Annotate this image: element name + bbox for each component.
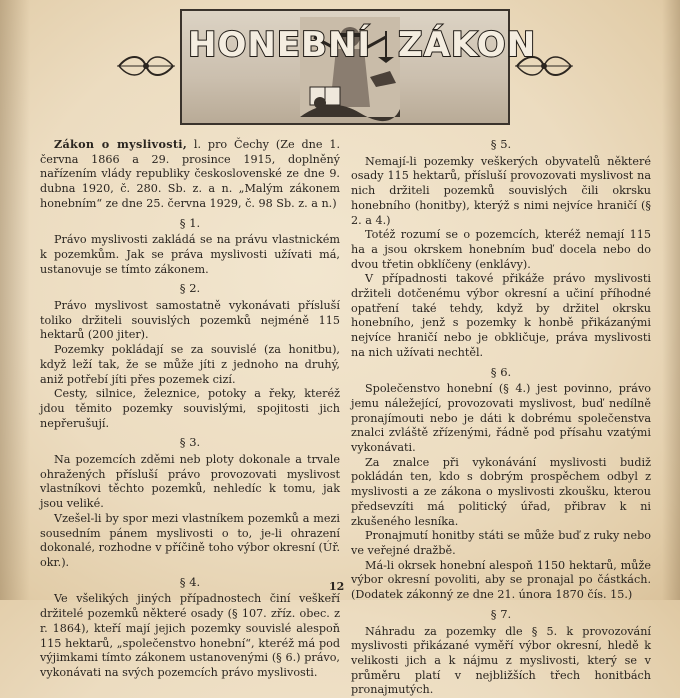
section-heading: § 4. <box>40 575 340 590</box>
section-paragraph: Pronajmutí honitby státi se může buď z ruky nebo ve veřejné dražbě. <box>351 529 651 558</box>
section-paragraph: Společenstvo honební (§ 4.) jest povinno, právo jemu náležející, provozovati myslivost, buď nedílně pronajímouti nebo je dáti k dobrému společenstva znalci zvláště zřízenými, řádně pod přísahu vzatými vykonávati. <box>351 382 651 456</box>
right-column <box>351 133 651 698</box>
section-heading: § 1. <box>40 216 340 231</box>
section-paragraph: Právo myslivosti zakládá se na právu vlastnickém k pozemkům. Jak se práva myslivosti užívati má, ustanovuje se tímto zákonem. <box>40 233 340 277</box>
section-heading: § 5. <box>351 137 651 152</box>
section-heading: § 2. <box>40 281 340 296</box>
edge-shadow <box>662 0 680 600</box>
section-paragraph: V případnosti takové přikáže právo myslivosti držiteli dotčenému výbor okresní a učiní příhodné opatření také tehdy, když by držitel okrsku honebního, jenž s pozemky k honbě přikázanými nejvíce hraničí nebo je obkličuje, práva myslivosti na nich užívati nechtěl. <box>351 272 651 360</box>
section-paragraph: Má-li okrsek honební alespoň 1150 hektarů, může výbor okresní povoliti, aby se pronajal po částkách. (Dodatek zákonný ze dne 21. února 1870 čís. 15.) <box>351 559 651 603</box>
banner-title-right: ZÁKON <box>398 25 536 65</box>
left-ornament-icon <box>117 52 175 80</box>
section-heading: § 7. <box>351 607 651 622</box>
section-paragraph: Pozemky pokládají se za souvislé (za honitbu), když leží tak, že se může jíti z jednoho na druhý, aniž potřebí jíti přes pozemek cizí. <box>40 343 340 387</box>
section-heading: § 3. <box>40 435 340 450</box>
section-heading: § 6. <box>351 365 651 380</box>
spine-shadow <box>0 0 30 600</box>
header-banner <box>180 9 510 125</box>
intro-text: l. pro Čechy (Ze dne 1. června 1866 a 29. prosince 1915, doplněný nařízením vlády republiky československé ze dne 9. dubna 1920, č. 280. Sb. z. a n. „Malým zákonem honebním“ ze dne 25. června 1929, č. 98 Sb. z. a n.) <box>40 138 340 210</box>
page-number: 12 <box>329 580 344 593</box>
section-paragraph: Nemají-li pozemky veškerých obyvatelů některé osady 115 hektarů, přísluší provozovati myslivost na nich držiteli pozemků souvislých čili okrsku honebního (honitby), kterýž s nimi nejvíce hraničí (§ 2. a 4.) <box>351 155 651 229</box>
section-paragraph: Cesty, silnice, železnice, potoky a řeky, kteréž jdou těmito pozemky souvislými, spojitosti jich nepřerušují. <box>40 387 340 431</box>
intro-lead: Zákon o myslivosti, <box>54 137 187 151</box>
section-paragraph: Právo myslivost samostatně vykonávati přísluší toliko držiteli souvislých pozemků nejméně 115 hektarů (200 jiter). <box>40 299 340 343</box>
section-paragraph: Za znalce při vykonávání myslivosti budiž pokládán ten, kdo s dobrým prospěchem odbyl z myslivosti a ze zákona o myslivosti zkoušku, kterou předsevzíti má politický úřad, přibrav k ni zkušeného lesníka. <box>351 456 651 530</box>
section-paragraph: Náhradu za pozemky dle § 5. k provozování myslivosti přikázané vyměří výbor okresní, hledě k velikosti jich a k nájmu z myslivosti, který se v průměru platí v nejbližších třech honitbách pronajmutých. <box>351 625 651 698</box>
section-paragraph: Vzešel-li by spor mezi vlastníkem pozemků a mezi sousedním pánem myslivosti o to, je-li ohrazení dokonalé, rozhodne v příčině toho výbor okresní (Úř. okr.). <box>40 512 340 571</box>
section-paragraph: Na pozemcích zděmi neb ploty dokonale a trvale ohražených přísluší právo provozovati myslivost vlastníkovi těchto pozemků, nehledíc k tomu, jak jsou veliké. <box>40 453 340 512</box>
section-paragraph: Totéž rozumí se o pozemcích, kteréž nemají 115 ha a jsou okrskem honebním buď docela nebo do dvou třetin obklíčeny (enklávy). <box>351 228 651 272</box>
intro-paragraph <box>40 137 340 212</box>
banner-title-left: HONEBNÍ <box>188 25 371 65</box>
section-paragraph: Ve všelikých jiných případnostech činí veškeří držitelé pozemků některé osady (§ 107. zříz. obec. z r. 1864), kteří mají jejich pozemky souvislé alespoň 115 hektarů, „společenstvo honební“, kteréž má pod výjimkami tímto zákonem ustanovenými (§ 6.) právo, vykonávati na svých pozemcích právo myslivosti. <box>40 592 340 680</box>
left-column <box>40 137 340 681</box>
